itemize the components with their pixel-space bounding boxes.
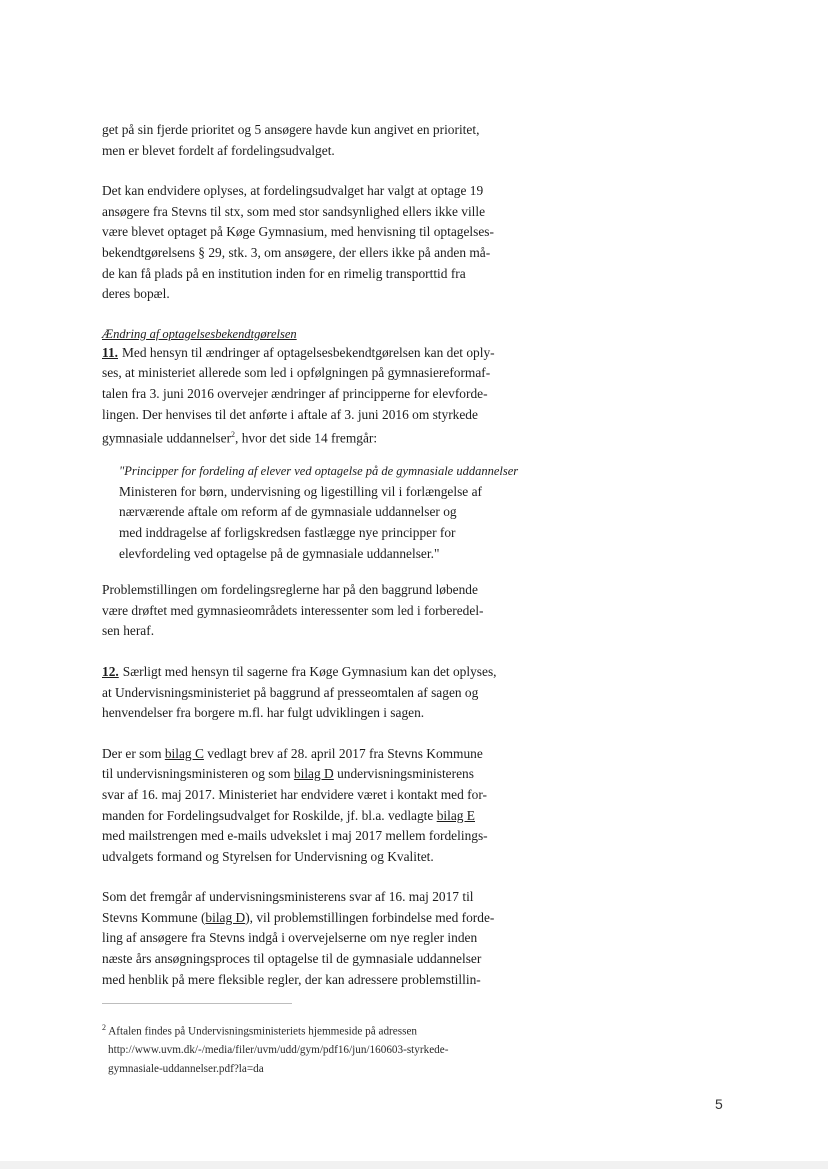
- paragraph-4: [102, 580, 546, 642]
- bilag-d-link[interactable]: bilag D: [293, 766, 334, 782]
- paragraph-11: [102, 343, 546, 449]
- text-line: Med hensyn til ændringer af optagelsesbekendtgørelsen kan det oply-: [122, 344, 495, 360]
- text-line: med henblik på mere fleksible regler, der kan adressere problemstillin-: [102, 971, 481, 987]
- footnote-url[interactable]: http://www.uvm.dk/-/media/filer/uvm/udd/gym/pdf16/jun/160603-styrkede-: [108, 1044, 449, 1057]
- text-line: bekendtgørelsens § 29, stk. 3, om ansøgere, der ellers ikke på anden må-: [102, 244, 491, 260]
- footnote-mark: 2: [102, 1023, 106, 1032]
- text-line: get på sin fjerde prioritet og 5 ansøgere havde kun angivet en prioritet,: [102, 122, 480, 137]
- paragraph-1: [102, 120, 546, 161]
- paragraph-7: [102, 887, 546, 990]
- text-line: svar af 16. maj 2017. Ministeriet har endvidere været i kontakt med for-: [102, 786, 487, 802]
- text-line: at Undervisningsministeriet på baggrund af presseomtalen af sagen og: [102, 684, 479, 700]
- footnote-ref: 2: [231, 430, 236, 440]
- text-line: manden for Fordelingsudvalget for Roskilde, jf. bl.a. vedlagte: [102, 807, 437, 823]
- text-line: Problemstillingen om fordelingsreglerne har på den baggrund løbende: [102, 582, 478, 598]
- bilag-c-link[interactable]: bilag C: [164, 745, 204, 761]
- paragraph-number: 11.: [102, 344, 118, 360]
- bilag-d-link[interactable]: bilag D: [205, 909, 246, 925]
- text-line: Som det fremgår af undervisningsministerens svar af 16. maj 2017 til: [102, 889, 474, 905]
- text-line: , hvor det side 14 fremgår:: [235, 430, 378, 446]
- text-line: ansøgere fra Stevns til stx, som med stor sandsynlighed ellers ikke ville: [102, 203, 486, 219]
- footnote-divider: [102, 1003, 292, 1004]
- bilag-e-link[interactable]: bilag E: [436, 807, 475, 823]
- text-line: lingen. Der henvises til det anførte i aftale af 3. juni 2016 om styrkede: [102, 406, 478, 422]
- text-line: deres bopæl.: [102, 286, 170, 302]
- text-line: undervisningsministerens: [333, 766, 474, 782]
- text-line: ), vil problemstillingen forbindelse med forde-: [245, 909, 495, 925]
- text-line: Særligt med hensyn til sagerne fra Køge Gymnasium kan det oplyses,: [122, 663, 497, 679]
- text-line: udvalgets formand og Styrelsen for Undervisning og Kvalitet.: [102, 848, 434, 864]
- text-line: talen fra 3. juni 2016 overvejer ændringer af principperne for elevforde-: [102, 385, 488, 401]
- text-line: Der er som: [102, 745, 165, 761]
- text-line: elevfordeling ved optagelse på de gymnasiale uddannelser.": [119, 545, 440, 561]
- text-line: vedlagt brev af 28. april 2017 fra Stevns Kommune: [203, 745, 483, 761]
- quote-title: "Principper for fordeling af elever ved optagelse på de gymnasiale uddannelser: [119, 464, 519, 479]
- footnote-text: Aftalen findes på Undervisningsministeriets hjemmeside på adressen: [108, 1025, 418, 1038]
- text-line: men er blevet fordelt af fordelingsudvalget.: [102, 142, 335, 158]
- text-line: ling af ansøgere fra Stevns indgå i overvejelserne om nye regler inden: [102, 930, 478, 946]
- text-line: Ministeren for børn, undervisning og ligestilling vil i forlængelse af: [119, 483, 482, 499]
- text-line: nærværende aftale om reform af de gymnasiale uddannelser og: [119, 504, 457, 520]
- paragraph-2: [102, 181, 546, 305]
- text-line: være drøftet med gymnasieområdets interessenter som led i forberedel-: [102, 602, 484, 618]
- footnote: [102, 1019, 562, 1078]
- section-heading: Ændring af optagelsesbekendtgørelsen: [102, 326, 297, 341]
- text-line: være blevet optaget på Køge Gymnasium, med henvisning til optagelses-: [102, 224, 494, 240]
- text-line: sen heraf.: [102, 623, 155, 639]
- text-line: med mailstrengen med e-mails udvekslet i maj 2017 mellem fordelings-: [102, 828, 488, 844]
- text-line: de kan få plads på en institution inden for en rimelig transporttid fra: [102, 265, 466, 281]
- text-line: næste års ansøgningsproces til optagelse til de gymnasiale uddannelser: [102, 951, 482, 967]
- text-line: henvendelser fra borgere m.fl. har fulgt udviklingen i sagen.: [102, 705, 425, 721]
- text-line: ses, at ministeriet allerede som led i opfølgningen på gymnasiereformaf-: [102, 365, 491, 381]
- footnote-url[interactable]: gymnasiale-uddannelser.pdf?la=da: [108, 1062, 264, 1075]
- text-line: Det kan endvidere oplyses, at fordelingsudvalget har valgt at optage 19: [102, 183, 484, 199]
- text-line: med inddragelse af forligskredsen fastlægge nye principper for: [119, 524, 456, 540]
- text-line: til undervisningsministeren og som: [102, 766, 294, 782]
- text-line: gymnasiale uddannelser: [102, 430, 232, 446]
- quotation: [119, 461, 546, 564]
- paragraph-number: 12.: [102, 663, 119, 679]
- text-line: Stevns Kommune (: [102, 909, 206, 925]
- page-number: 5: [715, 1096, 723, 1112]
- paragraph-12: [102, 662, 546, 724]
- paragraph-6: [102, 744, 546, 868]
- document-body: [102, 120, 546, 990]
- scan-edge: [0, 1161, 828, 1169]
